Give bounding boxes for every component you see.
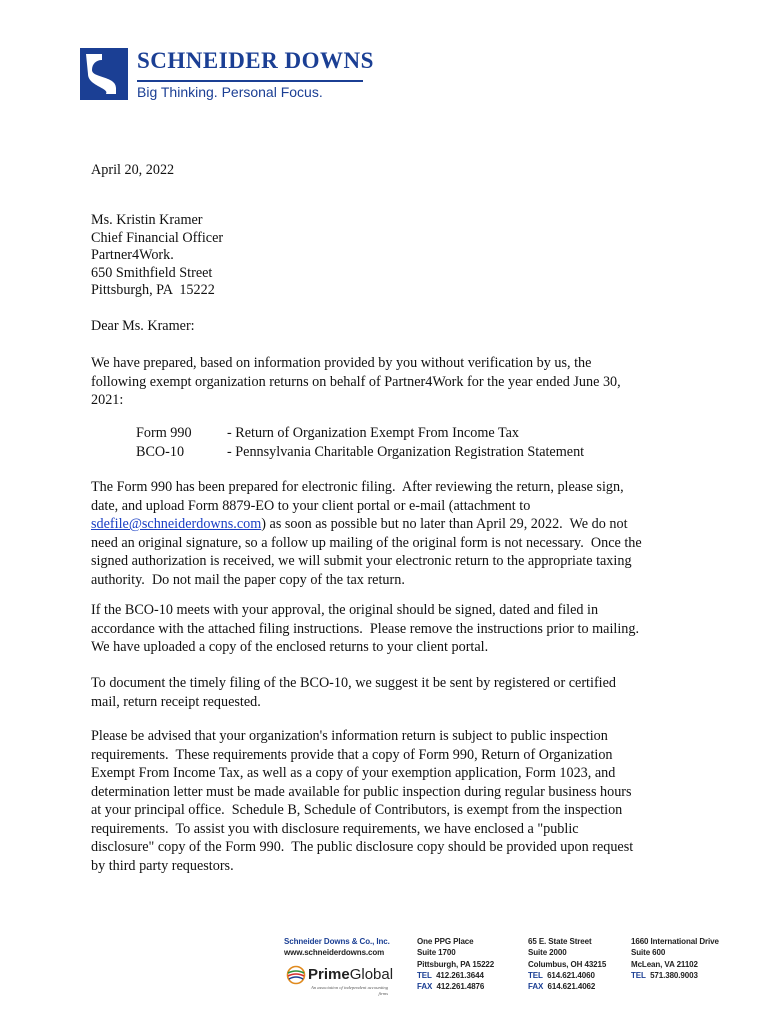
office-line: Pittsburgh, PA 15222 [417, 959, 495, 969]
letterhead-tagline: Big Thinking. Personal Focus. [137, 84, 323, 100]
office-line: 1660 International Drive [631, 937, 719, 946]
paragraph-line: mail, return receipt requested. [91, 693, 261, 710]
intro-line: 2021: [91, 392, 124, 408]
primeglobal-wordmark [308, 966, 393, 983]
form-description: - Return of Organization Exempt From Income Tax [227, 425, 520, 441]
footer-office-pittsburgh [417, 936, 494, 992]
bco-10-paragraph [91, 601, 691, 657]
letterhead-rule [137, 80, 363, 82]
email-link[interactable]: sdefile@schneiderdowns.com [91, 516, 262, 532]
tel-label: TEL [631, 970, 646, 980]
intro-paragraph [91, 354, 691, 410]
paragraph-line: accordance with the attached filing instructions. Please remove the instructions prior to mailing. [91, 620, 640, 637]
fax-number: 614.621.4062 [547, 982, 596, 992]
paragraph-line: determination letter must be made available for public inspection during regular business hours [91, 783, 632, 800]
forms-list [136, 424, 584, 461]
office-line: McLean, VA 21102 [631, 959, 698, 969]
form-description: - Pennsylvania Charitable Organization Registration Statement [227, 443, 585, 460]
paragraph-line: We have uploaded a copy of the enclosed returns to your client portal. [91, 639, 489, 655]
paragraph-line: requirements. These requirements provide that a copy of Form 990, Return of Organization [91, 746, 613, 763]
fax-number: 412.261.4876 [436, 982, 485, 992]
office-line: 65 E. State Street [528, 937, 592, 946]
paragraph-line: disclosure" copy of the Form 990. The public disclosure copy should be provided upon request [91, 839, 634, 855]
footer-office-columbus [528, 936, 606, 992]
office-line: Suite 1700 [417, 948, 456, 958]
schneider-downs-logo-icon [80, 48, 128, 100]
paragraph-line: requirements. To assist you with disclosure requirements, we have enclosed a "public [91, 820, 579, 837]
office-line: Columbus, OH 43215 [528, 959, 607, 969]
form-row [136, 443, 584, 462]
primeglobal-subtitle: An association of independent accounting firms [310, 985, 388, 996]
footer-company-block [284, 936, 390, 959]
tel-number: 614.621.4060 [547, 970, 595, 980]
letter-date: April 20, 2022 [91, 162, 175, 178]
office-phone [631, 970, 719, 981]
paragraph-line: The Form 990 has been prepared for electronic filing. After reviewing the return, please sign, [91, 479, 624, 495]
tel-number: 412.261.3644 [436, 970, 484, 980]
intro-line: We have prepared, based on information provided by you without verification by us, the [91, 355, 592, 371]
footer-website-link[interactable]: www.schneiderdowns.com [284, 948, 385, 958]
paragraph-line: by third party requestors. [91, 857, 234, 874]
fax-label: FAX [417, 982, 433, 992]
paragraph-line: If the BCO-10 meets with your approval, the original should be signed, dated and filed in [91, 602, 599, 618]
fax-label: FAX [528, 982, 544, 992]
office-line: One PPG Place [417, 937, 474, 946]
letterhead-company-name: SCHNEIDER DOWNS [137, 48, 374, 73]
form-990-paragraph [91, 478, 691, 589]
tel-label: TEL [417, 970, 432, 980]
form-name: BCO-10 [136, 443, 185, 460]
form-name: Form 990 [136, 425, 192, 441]
paragraph-line: need an original signature, so a follow up mailing of the original form is not necessary. Once the [91, 534, 642, 551]
paragraph-text: ) as soon as possible but no later than April 29, 2022. We do not [261, 516, 628, 532]
tel-label: TEL [528, 970, 543, 980]
paragraph-line: authority. Do not mail the paper copy of the tax return. [91, 571, 405, 588]
intro-line: following exempt organization returns on behalf of Partner4Work for the year ended June 30, [91, 373, 621, 390]
office-line: Suite 600 [631, 948, 666, 958]
office-line: Suite 2000 [528, 948, 567, 958]
filing-paragraph [91, 674, 691, 711]
office-fax [528, 981, 606, 992]
office-phone [528, 970, 606, 981]
paragraph-line [91, 515, 691, 534]
paragraph-line: at your principal office. Schedule B, Schedule of Contributors, is exempt from the inspection [91, 802, 623, 818]
recipient-street: 650 Smithfield Street [91, 264, 213, 281]
footer-office-mclean [631, 936, 719, 981]
primeglobal-logo [286, 965, 396, 999]
form-row [136, 424, 584, 443]
salutation: Dear Ms. Kramer: [91, 318, 195, 334]
recipient-title: Chief Financial Officer [91, 229, 224, 246]
paragraph-line: date, and upload Form 8879-EO to your client portal or e-mail (attachment to [91, 497, 531, 514]
recipient-city: Pittsburgh, PA 15222 [91, 282, 215, 298]
primeglobal-globe-icon [286, 965, 306, 985]
office-phone [417, 970, 494, 981]
office-fax [417, 981, 494, 992]
paragraph-line: To document the timely filing of the BCO-10, we suggest it be sent by registered or certified [91, 675, 616, 691]
primeglobal-wordmark-b: Global [349, 966, 394, 983]
paragraph-line: signed authorization is received, we will submit your electronic return to the appropriate taxing [91, 553, 632, 569]
public-inspection-paragraph [91, 727, 691, 875]
paragraph-line: Please be advised that your organization's information return is subject to public inspection [91, 728, 608, 744]
recipient-name: Ms. Kristin Kramer [91, 212, 203, 228]
recipient-address [91, 212, 223, 300]
tel-number: 571.380.9003 [650, 970, 698, 980]
paragraph-line: Exempt From Income Tax, as well as a copy of your exemption application, Form 1023, and [91, 765, 616, 781]
footer-company-name: Schneider Downs & Co., Inc. [284, 937, 390, 946]
primeglobal-wordmark-a: Prime [308, 966, 350, 983]
recipient-organization: Partner4Work. [91, 247, 174, 263]
